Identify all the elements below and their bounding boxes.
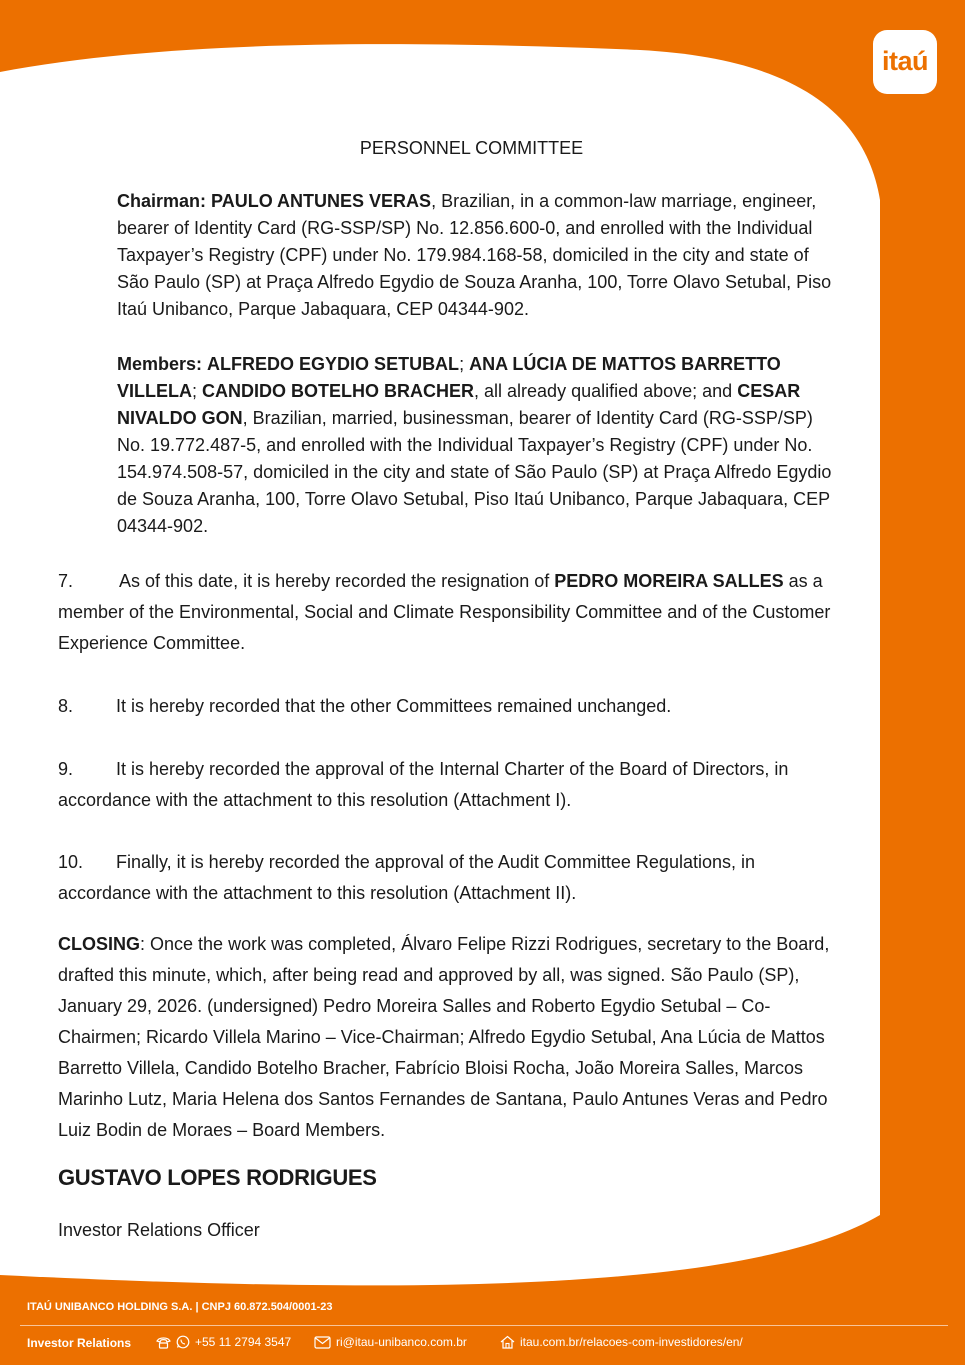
website-link: itau.com.br/relacoes-com-investidores/en/ xyxy=(520,1335,743,1349)
footer-website[interactable] xyxy=(500,1335,743,1349)
whatsapp-icon xyxy=(176,1335,190,1349)
item-number: 7. xyxy=(58,571,74,591)
members-text: , Brazilian, married, businessman, bearer of Identity Card (RG-SSP/SP) No. 19.772.487-5, and enrolled with the Individual Taxpayer’s Registry (CPF) under No. 154.974.508-57, domiciled in the city and state of São Paulo (SP) at Praça Alfredo Egydio de Souza Aranha, 100, Torre Olavo Setubal, Piso Itaú Unibanco, Parque Jabaquara, CEP 04344-902. xyxy=(117,408,832,536)
signatory-role: Investor Relations Officer xyxy=(58,1220,260,1240)
member-name: ANA LÚCIA DE MATTOS BARRETTO VILLELA xyxy=(117,354,781,401)
house-icon xyxy=(500,1335,515,1349)
closing-text: : Once the work was completed, Álvaro Felipe Rizzi Rodrigues, secretary to the Board, drafted this minute, which, after being read and approved by all, was signed. São Paulo (SP), January 29, 2026. (undersigned) Pedro Moreira Salles and Roberto Egydio Setubal – Co-Chairmen; Ricardo Villela Marino – Vice-Chairman; Alfredo Egydio Setubal, Ana Lúcia de Mattos Barretto Villela, Candido Botelho Bracher, Fabrício Bloisi Rocha, João Moreira Salles, Marcos Marinho Lutz, Maria Helena dos Santos Fernandes de Santana, Paulo Antunes Veras and Pedro Luiz Bodin de Moraes – Board Members. xyxy=(58,934,830,1140)
member-name: CESAR NIVALDO GON xyxy=(117,381,801,428)
footer-phone[interactable] xyxy=(156,1335,291,1349)
chairman-name: PAULO ANTUNES VERAS xyxy=(211,191,432,211)
phone-number: +55 11 2794 3547 xyxy=(195,1335,292,1349)
footer-divider xyxy=(20,1325,948,1326)
phone-icon xyxy=(156,1336,171,1349)
item-number: 10. xyxy=(58,852,84,872)
item-name: PEDRO MOREIRA SALLES xyxy=(554,571,784,591)
item-text: As of this date, it is hereby recorded the resignation of xyxy=(119,571,555,591)
separator: ; xyxy=(459,354,470,374)
item-text: Finally, it is hereby recorded the approval of the Audit Committee Regulations, in accordance with the attachment to this resolution (Attachment II). xyxy=(58,852,755,903)
signatory-name: GUSTAVO LOPES RODRIGUES xyxy=(58,1165,377,1190)
itau-logo: itaú xyxy=(873,30,937,94)
chairman-text: , Brazilian, in a common-law marriage, engineer, bearer of Identity Card (RG-SSP/SP) No. 12.856.600-0, and enrolled with the Individual Taxpayer’s Registry (CPF) under No. 179.984.168-58, domiciled in the city and state of São Paulo (SP) at Praça Alfredo Egydio de Souza Aranha, 100, Torre Olavo Setubal, Piso Itaú Unibanco, Parque Jabaquara, CEP 04344-902. xyxy=(117,191,832,319)
chairman-label: Chairman: xyxy=(117,191,207,211)
members-label: Members: xyxy=(117,354,203,374)
email-link: ri@itau-unibanco.com.br xyxy=(336,1335,467,1349)
item-number: 8. xyxy=(58,696,74,716)
footer-company: ITAÚ UNIBANCO HOLDING S.A. | CNPJ 60.872.504/0001-23 xyxy=(27,1301,333,1313)
member-name: CANDIDO BOTELHO BRACHER xyxy=(202,381,475,401)
item-number: 9. xyxy=(58,759,74,779)
footer-ir-label: Investor Relations xyxy=(27,1336,132,1350)
item-text: as a member of the Environmental, Social and Climate Responsibility Committee and of the Customer Experience Committee. xyxy=(58,571,831,653)
members-mid-text: , all already qualified above; and xyxy=(474,381,738,401)
footer-email[interactable] xyxy=(314,1335,467,1349)
item-text: It is hereby recorded that the other Committees remained unchanged. xyxy=(116,696,672,716)
closing-label: CLOSING xyxy=(58,934,141,954)
mail-icon xyxy=(314,1336,331,1349)
separator: ; xyxy=(192,381,203,401)
section-title: PERSONNEL COMMITTEE xyxy=(359,138,584,158)
member-name: ALFREDO EGYDIO SETUBAL xyxy=(207,354,460,374)
item-text: It is hereby recorded the approval of the Internal Charter of the Board of Directors, in accordance with the attachment to this resolution (Attachment I). xyxy=(58,759,789,810)
